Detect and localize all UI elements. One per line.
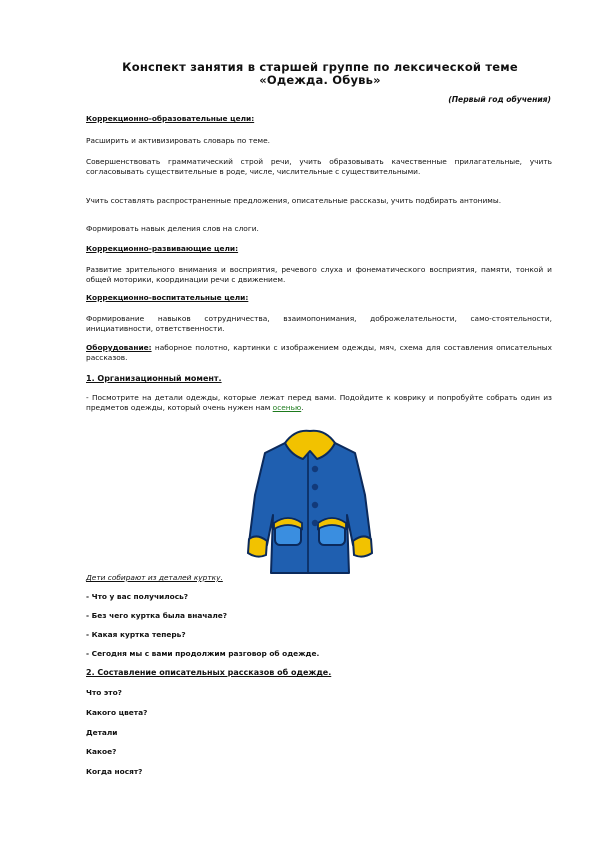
section2-question-2: Какого цвета? bbox=[86, 708, 148, 717]
section1-text: - Посмотрите на детали одежды, которые лежат перед вами. Подойдите к коврику и попробуйте собрать один из предметов одежды, который очень нужен нам bbox=[86, 393, 552, 412]
coat-caption: Дети собирают из деталей куртку. bbox=[86, 573, 223, 582]
section2-question-3: Детали bbox=[86, 728, 118, 737]
section1-paragraph bbox=[86, 393, 552, 413]
document-title-line1: Конспект занятия в старшей группе по лексической теме bbox=[122, 60, 518, 74]
goal3-heading: Коррекционно-воспитательные цели: bbox=[86, 293, 249, 302]
question-2: - Без чего куртка была вначале? bbox=[86, 611, 228, 620]
section2-question-5: Когда носят? bbox=[86, 767, 143, 776]
section1-text-end: . bbox=[301, 403, 304, 412]
question-1: - Что у вас получилось? bbox=[86, 592, 189, 601]
goal1-heading: Коррекционно-образовательные цели: bbox=[86, 114, 255, 123]
question-4: - Сегодня мы с вами продолжим разговор об одежде. bbox=[86, 649, 320, 658]
equipment-text: наборное полотно, картинки с изображением одежды, мяч, схема для составления описательных рассказов. bbox=[86, 343, 552, 362]
goal1-paragraph-2: Совершенствовать грамматический строй речи, учить образовывать качественные прилагательные, учить согласовывать существительные в роде, числе, числительные с существительными. bbox=[86, 157, 552, 176]
section1-heading: 1. Организационный момент. bbox=[86, 374, 222, 383]
goal1-paragraph-1: Расширить и активизировать словарь по теме. bbox=[86, 136, 270, 145]
question-3: - Какая куртка теперь? bbox=[86, 630, 186, 639]
autumn-link[interactable]: осенью bbox=[272, 403, 302, 412]
section2-question-1: Что это? bbox=[86, 688, 122, 697]
goal3-paragraph-1: Формирование навыков сотрудничества, взаимопонимания, доброжелательности, само-стоятельности, инициативности, ответственности. bbox=[86, 314, 552, 333]
equipment-paragraph bbox=[86, 343, 552, 363]
equipment-label: Оборудование: bbox=[86, 343, 152, 352]
section2-heading: 2. Составление описательных рассказов об одежде. bbox=[86, 668, 332, 677]
year-note: (Первый год обучения) bbox=[448, 95, 551, 104]
goal2-paragraph-1: Развитие зрительного внимания и восприятия, речевого слуха и фонематического восприятия, памяти, тонкой и общей моторики, координации речи с движением. bbox=[86, 265, 552, 284]
goal2-heading: Коррекционно-развивающие цели: bbox=[86, 244, 239, 253]
section2-question-4: Какое? bbox=[86, 747, 117, 756]
goal1-paragraph-4: Формировать навык деления слов на слоги. bbox=[86, 224, 259, 233]
goal1-paragraph-3: Учить составлять распространенные предложения, описательные рассказы, учить подбирать антонимы. bbox=[86, 196, 502, 205]
coat-illustration bbox=[245, 425, 375, 580]
document-title-line2: «Одежда. Обувь» bbox=[259, 73, 381, 87]
